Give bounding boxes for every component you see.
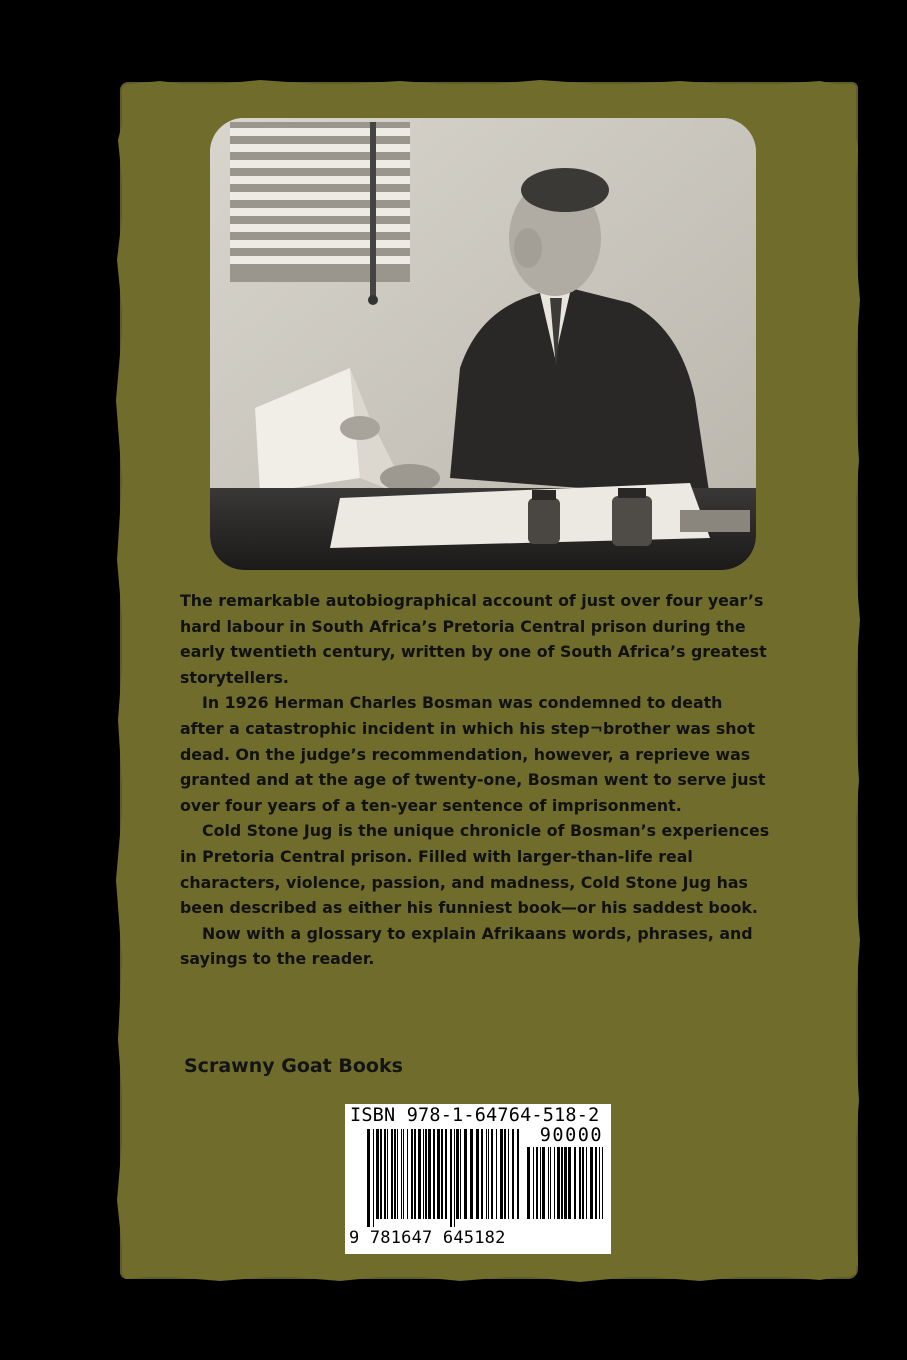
barcode-bar — [373, 1129, 374, 1227]
barcode-bar — [561, 1147, 563, 1219]
barcode-bar — [517, 1129, 519, 1219]
barcode-bar — [437, 1129, 440, 1219]
barcode-bar — [407, 1129, 408, 1219]
author-photo — [210, 118, 756, 570]
barcode-bar — [414, 1129, 416, 1219]
barcode-bar — [411, 1129, 413, 1219]
barcode-bar — [540, 1147, 541, 1219]
blurb-paragraph-4: Now with a glossary to explain Afrikaans words, phrases, and sayings to the reader. — [180, 923, 753, 969]
barcode-bar — [418, 1129, 421, 1219]
barcode-bar — [496, 1129, 497, 1219]
barcode-bar — [456, 1129, 459, 1219]
barcode-bar — [470, 1129, 473, 1219]
barcode-bar — [602, 1147, 603, 1219]
barcode-bar — [564, 1147, 567, 1219]
barcode-bars — [367, 1129, 519, 1227]
window-blinds — [230, 122, 410, 305]
blurb-paragraph-2: In 1926 Herman Charles Bosman was condemned to death after a catastrophic incident in which his step¬brother was shot dead. On the judge’s recommendation, however, a reprieve was granted and at the age of twenty-one, Bosman went to serve just over four years of a ten-year sentence of imprisonment. — [180, 693, 766, 815]
barcode-bar — [574, 1147, 576, 1219]
barcode-bar — [500, 1129, 503, 1219]
barcode-bar — [554, 1147, 555, 1219]
blurb-paragraph-3: Cold Stone Jug is the unique chronicle of Bosman’s experiences in Pretoria Central prison. Filled with larger-than-life real characters, violence, passion, and madness, Cold Stone Jug has been described as either his funniest book—or his saddest book. — [180, 821, 770, 918]
barcode-bar — [460, 1129, 461, 1219]
barcode-bar — [527, 1147, 530, 1219]
barcode-bar — [568, 1147, 571, 1219]
barcode-bar — [367, 1129, 370, 1227]
barcode-bar — [425, 1129, 427, 1219]
barcode-bar — [512, 1129, 514, 1219]
barcode-bar — [599, 1147, 600, 1219]
barcode-addon-bars — [527, 1147, 603, 1227]
barcode-bar — [550, 1147, 551, 1219]
barcode-bar — [464, 1129, 467, 1219]
barcode-bar — [384, 1129, 386, 1219]
blurb-paragraph-1: The remarkable autobiographical account of just over four year’s hard labour in South Africa’s Pretoria Central prison during the early twentieth century, written by one of South Africa’s greatest storytellers. — [180, 591, 767, 687]
back-cover-blurb — [180, 588, 770, 972]
barcode-bar — [586, 1147, 587, 1219]
barcode-bar — [403, 1129, 404, 1219]
barcode-bar — [380, 1129, 382, 1219]
barcode-bar — [488, 1129, 489, 1219]
barcode-bar — [542, 1147, 545, 1219]
barcode-bar — [401, 1129, 402, 1219]
barcode-bar — [536, 1147, 538, 1219]
barcode-bar — [454, 1129, 455, 1227]
barcode-bar — [476, 1129, 479, 1219]
barcode-bar — [533, 1147, 534, 1219]
price-code: 90000 — [539, 1125, 603, 1146]
barcode-bar — [481, 1129, 483, 1219]
barcode-bar — [423, 1129, 424, 1219]
barcode-bar — [387, 1129, 388, 1219]
barcode-bar — [441, 1129, 443, 1219]
barcode-bar — [486, 1129, 487, 1219]
barcode-bar — [397, 1129, 398, 1219]
barcode-bar — [557, 1147, 560, 1219]
barcode-bar — [376, 1129, 379, 1219]
barcode-bar — [428, 1129, 431, 1219]
barcode-bar — [508, 1129, 509, 1219]
barcode-bar — [491, 1129, 493, 1219]
isbn-barcode — [345, 1104, 611, 1254]
isbn-label: ISBN 978-1-64764-518-2 — [350, 1105, 600, 1126]
barcode-bar — [548, 1147, 549, 1219]
barcode-bar — [595, 1147, 597, 1219]
barcode-bar — [391, 1129, 393, 1219]
barcode-bar — [433, 1129, 435, 1219]
barcode-bar — [394, 1129, 396, 1219]
barcode-bar — [582, 1147, 584, 1219]
barcode-bar — [504, 1129, 506, 1219]
barcode-bar — [445, 1129, 447, 1219]
barcode-bar — [450, 1129, 452, 1227]
isbn-digits: 9 781647 645182 — [349, 1228, 506, 1248]
barcode-bar — [579, 1147, 581, 1219]
publisher-name: Scrawny Goat Books — [184, 1055, 403, 1077]
barcode-bar — [590, 1147, 593, 1219]
